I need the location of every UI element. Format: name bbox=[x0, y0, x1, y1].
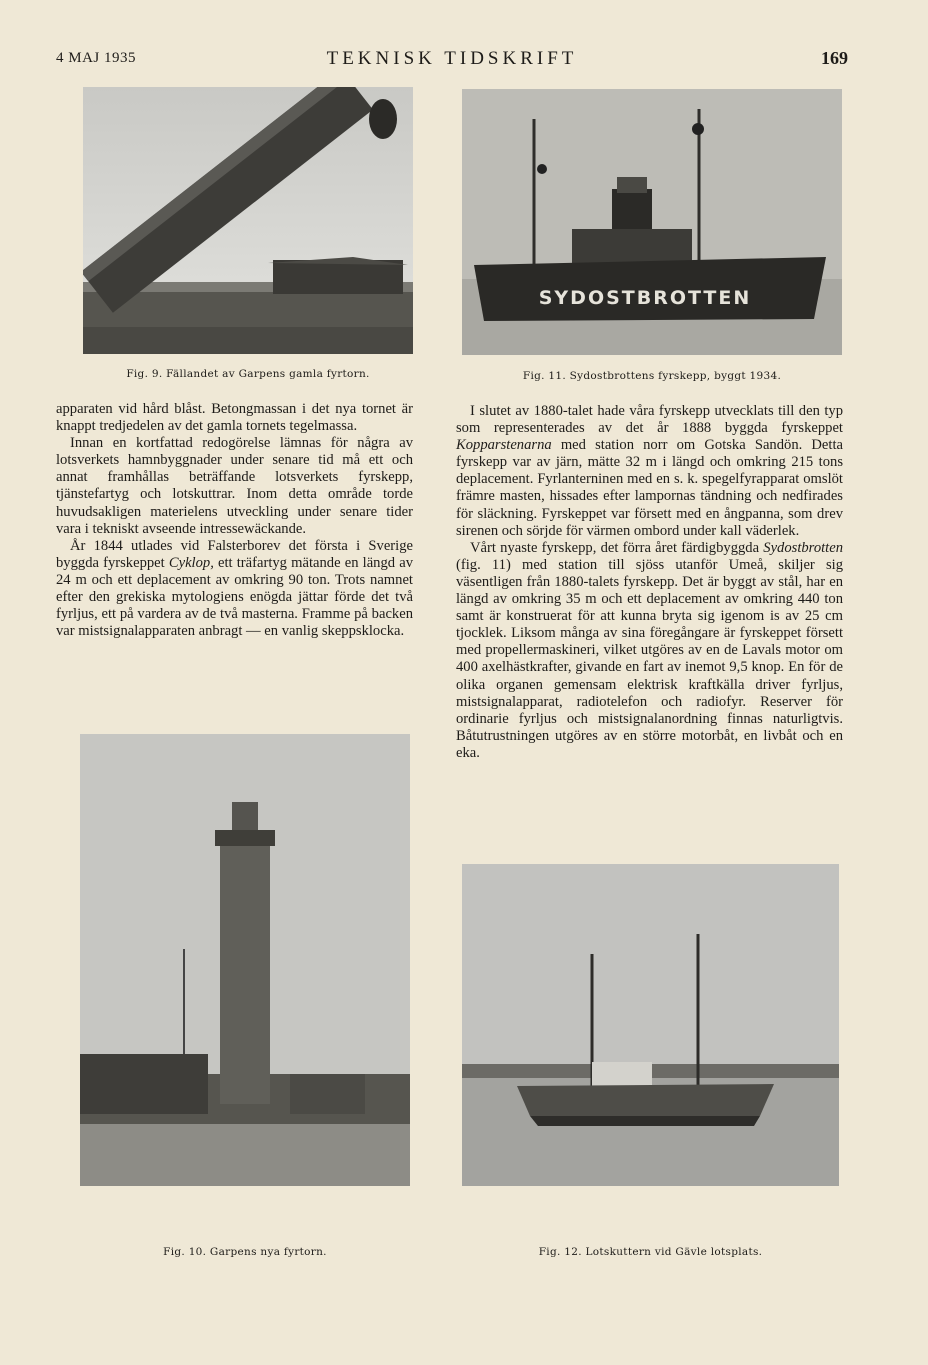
right-paragraph-1 bbox=[456, 403, 843, 540]
left-paragraph-3-part-a: År 1844 utlades vid Falsterborev det första i Sverige byggda fyrskeppet bbox=[56, 537, 413, 571]
left-paragraph-1: apparaten vid hård blåst. Betongmassan i det nya tornet är knappt tredjedelen av det gamla tornets tegelmassa. bbox=[56, 401, 413, 435]
right-paragraph-2-part-b: (fig. 11) med station till sjöss utanför Umeå, skiljer sig väsentligen från 1880-talets fyrskepp. Det är byggt av stål, har en längd av omkring 35 m och ett deplacement av omkring 440 ton samt är konstruerat för att kunna bryta sig igenom is av 25 cm tjocklek. Liksom många av sina föregångare är fyrskeppet försett med propellermaskineri, vilket utgöres av en de Lavals motor om 400 axelhästkrafter, givande en fart av inemot 9,5 knop. En för de olika organen gemensam elektrisk kraftkälla driver fyrljus, mistsignalapparat, radiotelefon och radiofyr. Reserver för ordinarie fyrljus och mistsignalanordning finnas naturligtvis. Båtutrustningen utgöres av en större motorbåt, en livbåt och en eka. bbox=[456, 556, 843, 761]
right-text-column bbox=[456, 403, 843, 762]
left-paragraph-3 bbox=[56, 538, 413, 641]
fig11-photo bbox=[462, 89, 842, 355]
fig9-caption: Fig. 9. Fällandet av Garpens gamla fyrtorn. bbox=[126, 368, 370, 380]
right-paragraph-2 bbox=[456, 540, 843, 762]
left-paragraph-3-part-b: ett träfartyg mätande en längd av 24 m och ett deplacement av omkring 90 ton. Trots namnet efter den grekiska mytologiens enögda jättar förde det två fyrljus, ett på vardera av de två masterna. Framme på backen var mistsignalapparaten anbragt — en vanlig skeppsklocka. bbox=[56, 554, 413, 640]
fig11-caption: Fig. 11. Sydostbrottens fyrskepp, byggt 1934. bbox=[522, 370, 782, 382]
fig12-photo bbox=[462, 864, 839, 1186]
fig12-caption: Fig. 12. Lotskuttern vid Gävle lotsplats. bbox=[538, 1246, 763, 1258]
left-paragraph-2: Innan en kortfattad redogörelse lämnas för några av lotsverkets hamnbyggnader under senare tid må ett och annat framhållas beträffande lotsverkets fyrskepp, tjänstefartyg och lotskuttrar. Inom detta område torde huvudsakligen materielens utveckling under senare tider vara i tekniskt avseende intressewäckande. bbox=[56, 435, 413, 537]
right-paragraph-2-part-a: Vårt nyaste fyrskepp, det förra året färdigbyggda bbox=[470, 539, 764, 556]
right-paragraph-1-part-b: med station norr om Gotska Sandön. Detta fyrskepp var av järn, mätte 32 m i längd och omkring 215 tons deplacement. Fyrlanterninen med en s. k. spegelfyrapparat omslöt främre masten, hissades efter lampornas tändning och nedfirades för släckning. Fyrskeppet var försett med en ångpanna, som drev sirenen och sörjde för värmen ombord under kall väderlek. bbox=[456, 437, 843, 539]
ship-name-sydostbrotten: Sydostbrotten bbox=[763, 539, 843, 556]
page-number: 169 bbox=[821, 48, 848, 68]
ship-name-cyklop: Cyklop, bbox=[168, 554, 214, 571]
ship-name-kopparstenarna: Kopparstenarna bbox=[456, 437, 552, 454]
fig10-photo bbox=[80, 734, 410, 1186]
left-text-column bbox=[56, 401, 413, 640]
fig11-ship-name: SYDOSTBROTTEN bbox=[538, 287, 752, 309]
page-header bbox=[56, 48, 848, 70]
journal-title: TEKNISK TIDSKRIFT bbox=[326, 48, 578, 69]
issue-date: 4 MAJ 1935 bbox=[56, 50, 137, 66]
fig10-caption: Fig. 10. Garpens nya fyrtorn. bbox=[163, 1246, 327, 1258]
fig9-photo bbox=[83, 87, 413, 354]
right-paragraph-1-part-a: I slutet av 1880-talet hade våra fyrskepp utvecklats till den typ som representerades av det år 1888 byggda fyrskeppet bbox=[456, 403, 843, 437]
